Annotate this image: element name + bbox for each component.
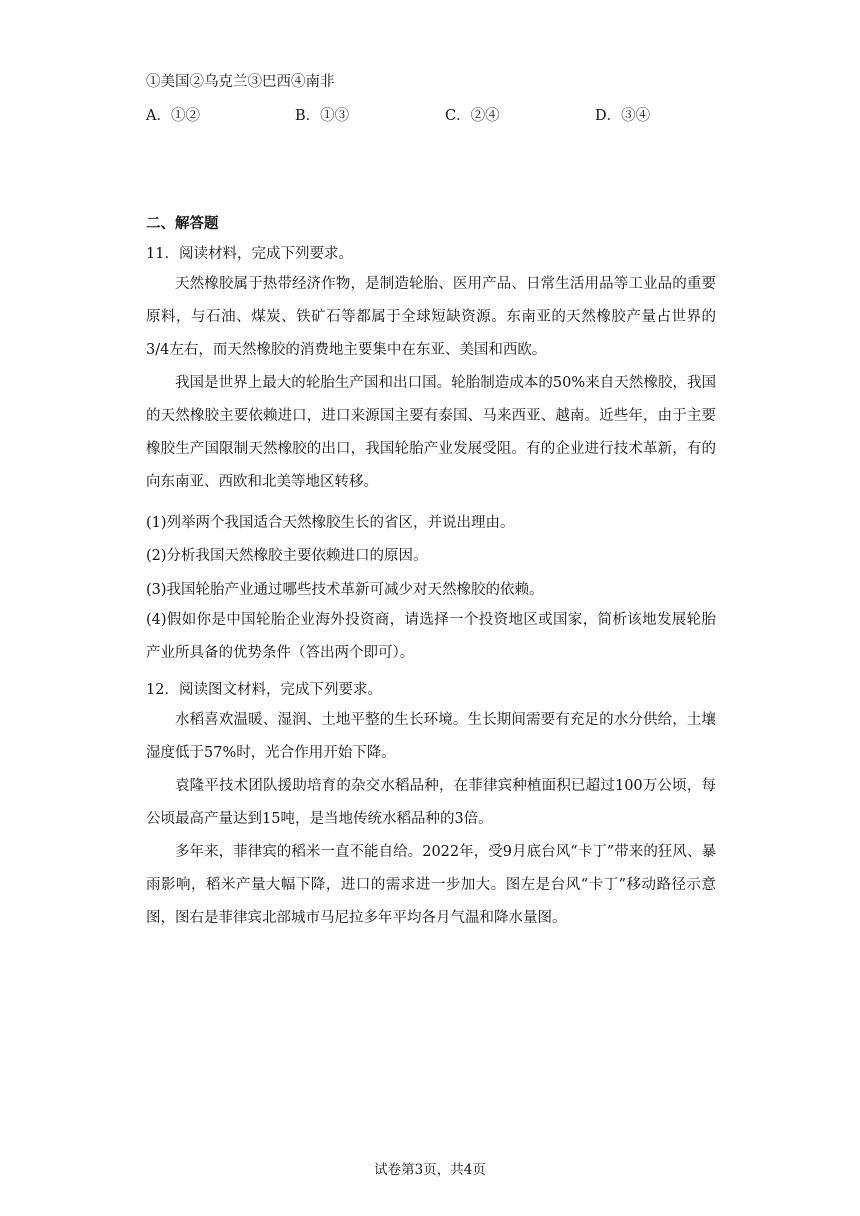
q11-sub-question-3: (3)我国轮胎产业通过哪些技术革新可减少对天然橡胶的依赖。: [146, 582, 544, 598]
q12-paragraph-1: 水稻喜欢温暖、湿润、土地平整的生长环境。生长期间需要有充足的水分供给，土壤湿度低于57%时，光合作用开始下降。: [146, 712, 716, 761]
q11-sub-question-4-block: [146, 604, 716, 670]
option-a: A．①②: [146, 108, 200, 124]
q11-sub-question-4: (4)假如你是中国轮胎企业海外投资商，请选择一个投资地区或国家，简析该地发展轮胎产业所具备的优势条件（答出两个即可）。: [146, 612, 716, 661]
q11-material: [146, 268, 716, 499]
section-heading: 二、解答题: [146, 215, 219, 232]
q12-paragraph-3: 多年来，菲律宾的稻米一直不能自给。2022年，受9月底台风“卡丁”带来的狂风、暴雨影响，稻米产量大幅下降，进口的需求进一步加大。图左是台风“卡丁”移动路径示意图，图右是菲律宾北部城市马尼拉多年平均各月气温和降水量图。: [146, 844, 716, 926]
option-b: B．①③: [295, 108, 350, 124]
q11-sub-question-2: (2)分析我国天然橡胶主要依赖进口的原因。: [146, 548, 428, 564]
option-d: D．③④: [595, 108, 651, 124]
q11-sub-question-1: (1)列举两个我国适合天然橡胶生长的省区，并说出理由。: [146, 515, 515, 531]
q11-paragraph-2: 我国是世界上最大的轮胎生产国和出口国。轮胎制造成本的50%来自天然橡胶，我国的天然橡胶主要依赖进口，进口来源国主要有泰国、马来西亚、越南。近些年，由于主要橡胶生产国限制天然橡胶的出口，我国轮胎产业发展受阻。有的企业进行技术革新，有的向东南亚、西欧和北美等地区转移。: [146, 375, 716, 490]
q12-paragraph-2: 袁隆平技术团队援助培育的杂交水稻品种，在菲律宾种植面积已超过100万公顷，每公顷最高产量达到15吨，是当地传统水稻品种的3倍。: [146, 778, 716, 827]
q11-paragraph-1: 天然橡胶属于热带经济作物，是制造轮胎、医用产品、日常生活用品等工业品的重要原料，与石油、煤炭、铁矿石等都属于全球短缺资源。东南亚的天然橡胶产量占世界的3/4左右，而天然橡胶的消费地主要集中在东亚、美国和西欧。: [146, 276, 716, 358]
q12-stem: 12．阅读图文材料，完成下列要求。: [146, 682, 382, 698]
q10-choices-line: ①美国②乌克兰③巴西④南非: [146, 74, 335, 90]
option-c: C．②④: [445, 108, 500, 124]
q12-material: [146, 704, 716, 935]
q11-stem: 11．阅读材料，完成下列要求。: [146, 246, 353, 262]
page-footer: 试卷第3页，共4页: [374, 1162, 486, 1178]
